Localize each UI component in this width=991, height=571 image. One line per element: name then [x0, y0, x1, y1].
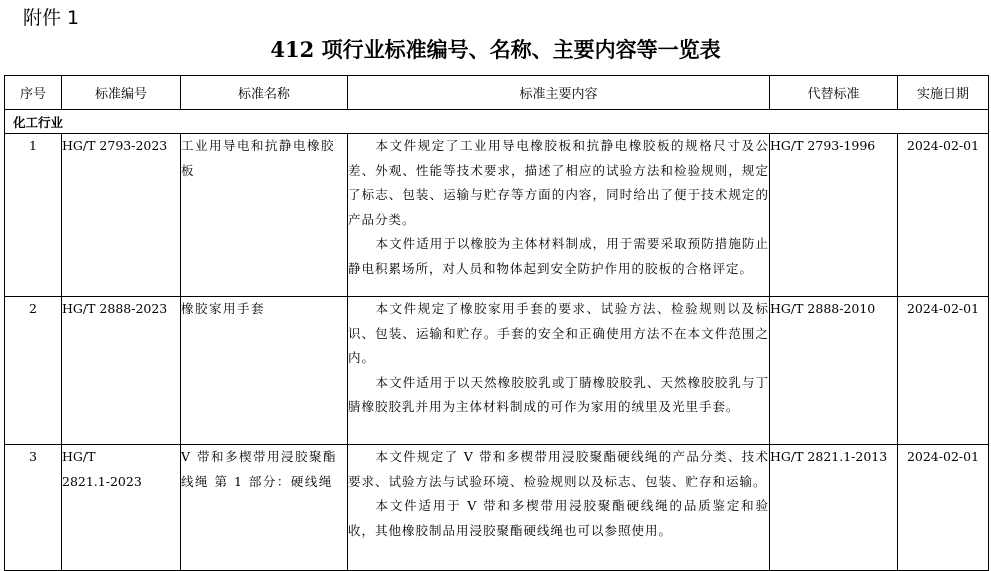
header-content: 标准主要内容 [348, 76, 770, 110]
table-row [5, 297, 989, 445]
row-content-paragraph: 本文件规定了橡胶家用手套的要求、试验方法、检验规则以及标识、包装、运输和贮存。手套的安全和正确使用方法不在本文件范围之内。 [348, 301, 769, 366]
row-code: HG/T 2793-2023 [62, 134, 181, 297]
row-name: V 带和多楔带用浸胶聚酯线绳 第 1 部分：硬线绳 [181, 445, 348, 571]
standards-table [4, 75, 989, 571]
row-replaces: HG/T 2888-2010 [770, 297, 898, 445]
page-title: 412 项行业标准编号、名称、主要内容等一览表 [270, 37, 721, 62]
row-date: 2024-02-01 [898, 445, 989, 571]
row-content [348, 445, 770, 571]
row-no: 1 [5, 134, 62, 297]
row-content [348, 134, 770, 297]
row-date: 2024-02-01 [898, 297, 989, 445]
row-replaces: HG/T 2793-1996 [770, 134, 898, 297]
header-name: 标准名称 [181, 76, 348, 110]
row-code-line: HG/T [62, 449, 96, 464]
header-date: 实施日期 [898, 76, 989, 110]
header-code: 标准编号 [62, 76, 181, 110]
row-content-paragraph: 本文件规定了工业用导电橡胶板和抗静电橡胶板的规格尺寸及公差、外观、性能等技术要求，描述了相应的试验方法和检验规则，规定了标志、包装、运输与贮存等方面的内容，同时给出了便于技术规定的产品分类。 [348, 138, 769, 227]
attachment-label: 附件 1 [23, 7, 80, 29]
section-label: 化工行业 [5, 110, 989, 134]
table-row [5, 134, 989, 297]
row-content-paragraph: 本文件适用于 V 带和多楔带用浸胶聚酯硬线绳的品质鉴定和验收，其他橡胶制品用浸胶聚酯硬线绳也可以参照使用。 [348, 498, 769, 538]
row-replaces: HG/T 2821.1-2013 [770, 445, 898, 571]
row-name: 橡胶家用手套 [181, 297, 348, 445]
row-content-paragraph: 本文件适用于以天然橡胶胶乳或丁腈橡胶胶乳、天然橡胶胶乳与丁腈橡胶胶乳并用为主体材料制成的可作为家用的绒里及光里手套。 [348, 374, 769, 415]
header-replaces: 代替标准 [770, 76, 898, 110]
table-row [5, 445, 989, 571]
header-no: 序号 [5, 76, 62, 110]
row-content-paragraph: 本文件适用于以橡胶为主体材料制成，用于需要采取预防措施防止静电积累场所，对人员和物体起到安全防护作用的胶板的合格评定。 [348, 236, 769, 276]
row-no: 2 [5, 297, 62, 445]
row-content-paragraph: 本文件规定了 V 带和多楔带用浸胶聚酯硬线绳的产品分类、技术要求、试验方法与试验环境、检验规则以及标志、包装、贮存和运输。 [348, 449, 769, 489]
row-code: HG/T 2888-2023 [62, 297, 181, 445]
row-date: 2024-02-01 [898, 134, 989, 297]
row-name: 工业用导电和抗静电橡胶板 [181, 134, 348, 297]
section-row [5, 110, 989, 134]
table-header-row [5, 76, 989, 110]
row-code [62, 445, 181, 571]
row-content [348, 297, 770, 445]
row-code-line: 2821.1-2023 [62, 473, 142, 489]
row-no: 3 [5, 445, 62, 571]
